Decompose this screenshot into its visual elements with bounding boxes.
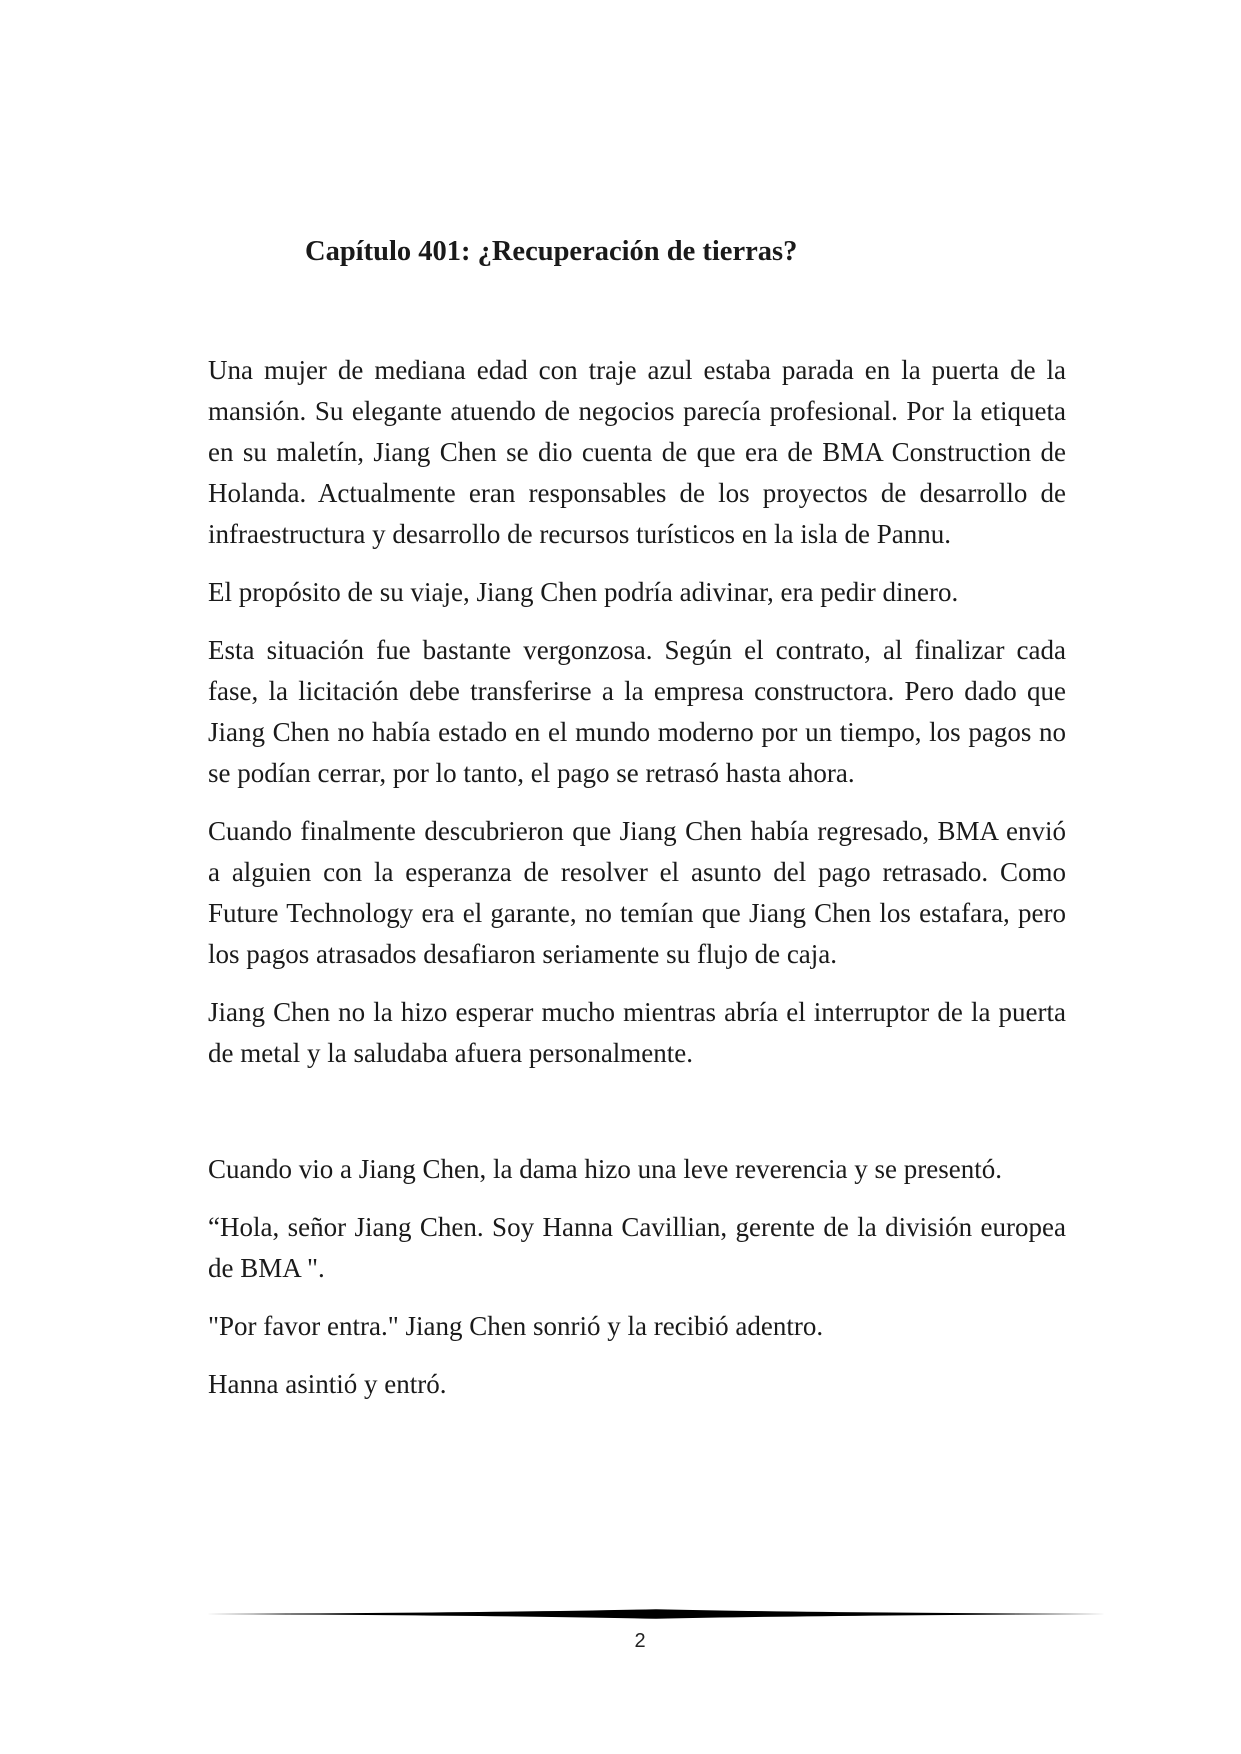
page-number: 2: [634, 1630, 646, 1652]
paragraph: Una mujer de mediana edad con traje azul estaba parada en la puerta de la mansión. Su elegante atuendo de negocios parecía profesional. Por la etiqueta en su maletín, Jiang Chen se dio cuenta de que era de BMA Construction de Holanda. Actualmente eran responsables de los proyectos de desarrollo de infraestructura y desarrollo de recursos turísticos en la isla de Pannu.: [208, 355, 1066, 549]
paragraph: Jiang Chen no la hizo esperar mucho mientras abría el interruptor de la puerta de metal y la saludaba afuera personalmente.: [208, 997, 1066, 1068]
chapter-title: Capítulo 401: ¿Recuperación de tierras?: [305, 236, 798, 267]
paragraph: El propósito de su viaje, Jiang Chen podría adivinar, era pedir dinero.: [208, 577, 959, 607]
paragraph: Esta situación fue bastante vergonzosa. Según el contrato, al finalizar cada fase, la licitación debe transferirse a la empresa constructora. Pero dado que Jiang Chen no había estado en el mundo moderno por un tiempo, los pagos no se podían cerrar, por lo tanto, el pago se retrasó hasta ahora.: [208, 635, 1066, 788]
paragraph: Cuando vio a Jiang Chen, la dama hizo una leve reverencia y se presentó.: [208, 1154, 1002, 1184]
paragraph: Cuando finalmente descubrieron que Jiang Chen había regresado, BMA envió a alguien con la esperanza de resolver el asunto del pago retrasado. Como Future Technology era el garante, no temían que Jiang Chen los estafara, pero los pagos atrasados desafiaron seriamente su flujo de caja.: [208, 816, 1066, 969]
paragraph: Hanna asintió y entró.: [208, 1369, 447, 1399]
footer-divider: [206, 1607, 1106, 1621]
chapter-body: [208, 350, 1066, 1422]
paragraph: “Hola, señor Jiang Chen. Soy Hanna Cavillian, gerente de la división europea de BMA ".: [208, 1212, 1066, 1283]
paragraph: "Por favor entra." Jiang Chen sonrió y la recibió adentro.: [208, 1311, 824, 1341]
